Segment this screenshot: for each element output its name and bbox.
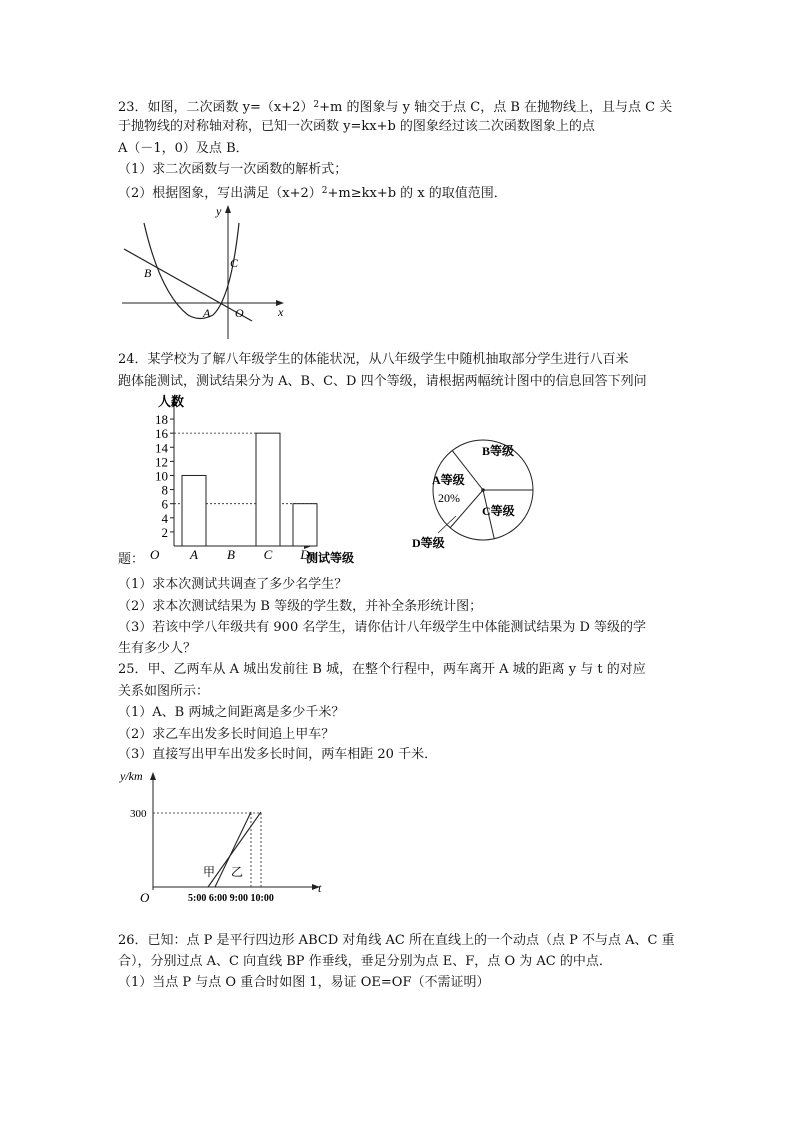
bar-x-title: 测试等级 [306, 551, 355, 565]
q25-label-jia: 甲 [203, 865, 216, 879]
q25-sub3: （3）直接写出甲车出发多长时间，两车相距 20 千米． [118, 747, 438, 762]
bar-origin: O [150, 547, 160, 562]
q23-point-b: B [144, 266, 152, 280]
q25-label-yi: 乙 [231, 865, 244, 879]
pie-label-c: C等级 [482, 504, 515, 518]
q24-sub1: （1）求本次测试共调查了多少名学生？ [118, 577, 348, 592]
q23-line3: A（－1，0）及点 B． [118, 141, 249, 156]
bar-y-tick-label: 2 [161, 524, 168, 540]
q25-sub2: （2）求乙车出发多长时间追上甲车？ [118, 727, 335, 742]
q24-pie-chart [412, 414, 552, 554]
bar-y-tick-label: 4 [161, 510, 168, 526]
bar-category-label: B [227, 547, 235, 562]
q25-origin: O [140, 890, 150, 905]
q23-sub2: （2）根据图象，写出满足$(x+2)^2+m\ge kx+b$ 的 x 的取值范围． [118, 186, 507, 201]
bar-y-title: 人数 [158, 394, 185, 409]
pie-label-d: D等级 [412, 536, 445, 550]
q25-line2: 关系如图所示： [118, 684, 210, 699]
q24-bar-chart [138, 392, 398, 572]
q24-sub3b: 生有多少人？ [118, 641, 197, 656]
q24-line1: 24．某学校为了解八年级学生的体能状况，从八年级学生中随机抽取部分学生进行八百米 [118, 352, 629, 367]
bar-A [182, 475, 206, 546]
q25-distance-time-graph [118, 768, 328, 918]
bar-y-tick-label: 12 [155, 454, 168, 470]
q23-line2: 于抛物线的对称轴对称，已知一次函数 y=kx+b 的图象经过该二次函数图象上的点 [118, 119, 595, 134]
bar-y-tick-label: 14 [155, 440, 168, 456]
bar-C [256, 433, 280, 546]
q24-sub3a: （3）若该中学八年级共有 900 名学生，请你估计八年级学生中体能测试结果为 D 等级的学 [118, 620, 647, 635]
q23-origin: O [235, 306, 244, 320]
q23-line1: 23．如图，二次函数 $y=(x+2)^2+m$ 的图象与 y 轴交于点 C，点 B 在抛物线上，且与点 C 关 [118, 100, 673, 115]
q23-parabola-graph [118, 203, 293, 343]
q23-x-label: x [278, 305, 284, 319]
q25-y-arrow [150, 772, 156, 780]
bar-y-tick-label: 8 [161, 482, 168, 498]
q25-sub1: （1）A、B 两城之间距离是多少千米？ [118, 705, 345, 720]
bar-y-tick-label: 16 [155, 426, 168, 442]
q23-y-arrow [225, 205, 231, 213]
q23-superscript: 2 [313, 100, 320, 110]
bar-category-label: A [190, 547, 198, 562]
bar-y-tick-label: 6 [161, 496, 168, 512]
q23-parabola [144, 223, 239, 319]
pie-label-a-percent: 20% [438, 491, 460, 505]
pie-label-b: B等级 [482, 444, 515, 458]
q26-line1: 26．已知：点 P 是平行四边形 ABCD 对角线 AC 所在直线上的一个动点（点 P 不与点 A、C 重 [118, 933, 675, 948]
q23-point-a: A [203, 306, 211, 320]
pie-label-a: A等级 [432, 473, 465, 487]
q25-x-ticks: 5:00 6:00 9:00 10:00 [188, 893, 274, 904]
q25-line1: 25．甲、乙两车从 A 城出发前往 B 城，在整个行程中，两车离开 A 城的距离 y 与 t 的对应 [118, 662, 646, 677]
q23-point-c: C [230, 256, 239, 270]
q24-sub2: （2）求本次测试结果为 B 等级的学生数，并补全条形统计图； [118, 599, 483, 614]
q25-y-label: y/km [120, 769, 143, 783]
q23-sub1: （1）求二次函数与一次函数的解析式； [118, 162, 348, 177]
q24-line3: 题： [118, 552, 145, 567]
bar-y-tick-label: 10 [155, 468, 168, 484]
bar-category-label: C [263, 547, 273, 562]
q25-x-label: t [318, 881, 322, 895]
q23-y-label: y [216, 204, 222, 218]
pie-center [481, 488, 485, 492]
q25-y-tick-300: 300 [130, 808, 147, 820]
q24-line2: 跑体能测试，测试结果分为 A、B、C、D 四个等级，请根据两幅统计图中的信息回答下列问 [118, 374, 647, 389]
q26-line2: 合），分别过点 A、C 向直线 BP 作垂线，垂足分别为点 E、F，点 O 为 AC 的中点． [118, 954, 612, 969]
bar-category-label: D [300, 547, 310, 562]
bar-D [293, 504, 317, 546]
q26-sub1: （1）当点 P 与点 O 重合时如图 1，易证 OE=OF（不需证明） [118, 975, 490, 990]
bar-y-tick-label: 18 [155, 412, 168, 428]
